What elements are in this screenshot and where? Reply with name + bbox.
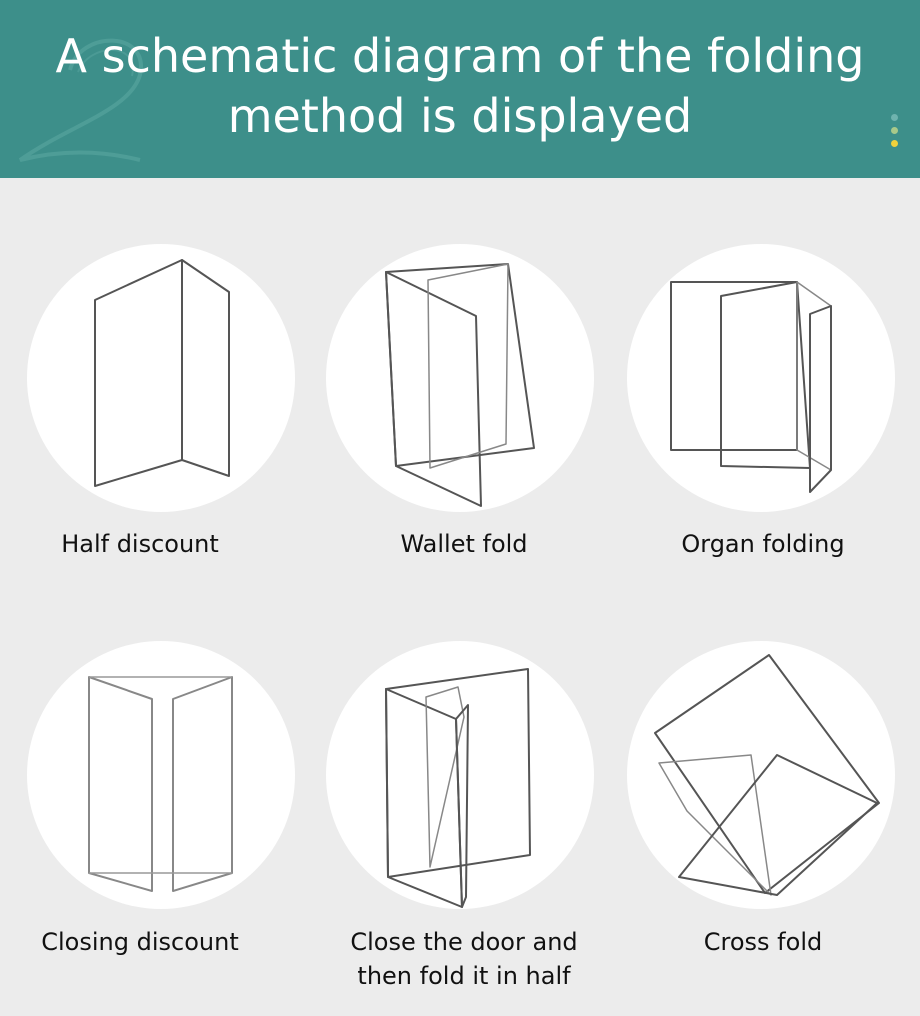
dot-icon [891,140,898,147]
double-gate-fold-icon [326,641,594,909]
fold-label-cross: Cross fold [703,928,823,956]
header-banner [0,0,920,178]
accordion-fold-icon [627,244,895,512]
dot-icon [891,114,898,121]
dot-icon [891,127,898,134]
fold-label-double-gate-line-2: then fold it in half [357,962,571,990]
gate-fold-icon [27,641,295,909]
fold-card-half [27,244,295,512]
fold-card-wallet [326,244,594,512]
fold-label-organ: Organ folding [681,530,845,558]
fold-card-double-gate [326,641,594,909]
cross-fold-icon [627,641,895,909]
fold-label-wallet: Wallet fold [400,530,528,558]
page-title [0,26,920,146]
fold-label-closing: Closing discount [41,928,239,956]
fold-label-double-gate [314,925,614,993]
fold-card-closing [27,641,295,909]
fold-label-double-gate-line-1: Close the door and [350,928,578,956]
half-fold-icon [27,244,295,512]
title-line-2: method is displayed [227,89,693,143]
fold-card-organ [627,244,895,512]
dots-decoration [891,114,901,154]
wallet-fold-icon [326,244,594,512]
fold-card-cross [627,641,895,909]
fold-label-half: Half discount [61,530,219,558]
title-line-1: A schematic diagram of the folding [55,29,865,83]
